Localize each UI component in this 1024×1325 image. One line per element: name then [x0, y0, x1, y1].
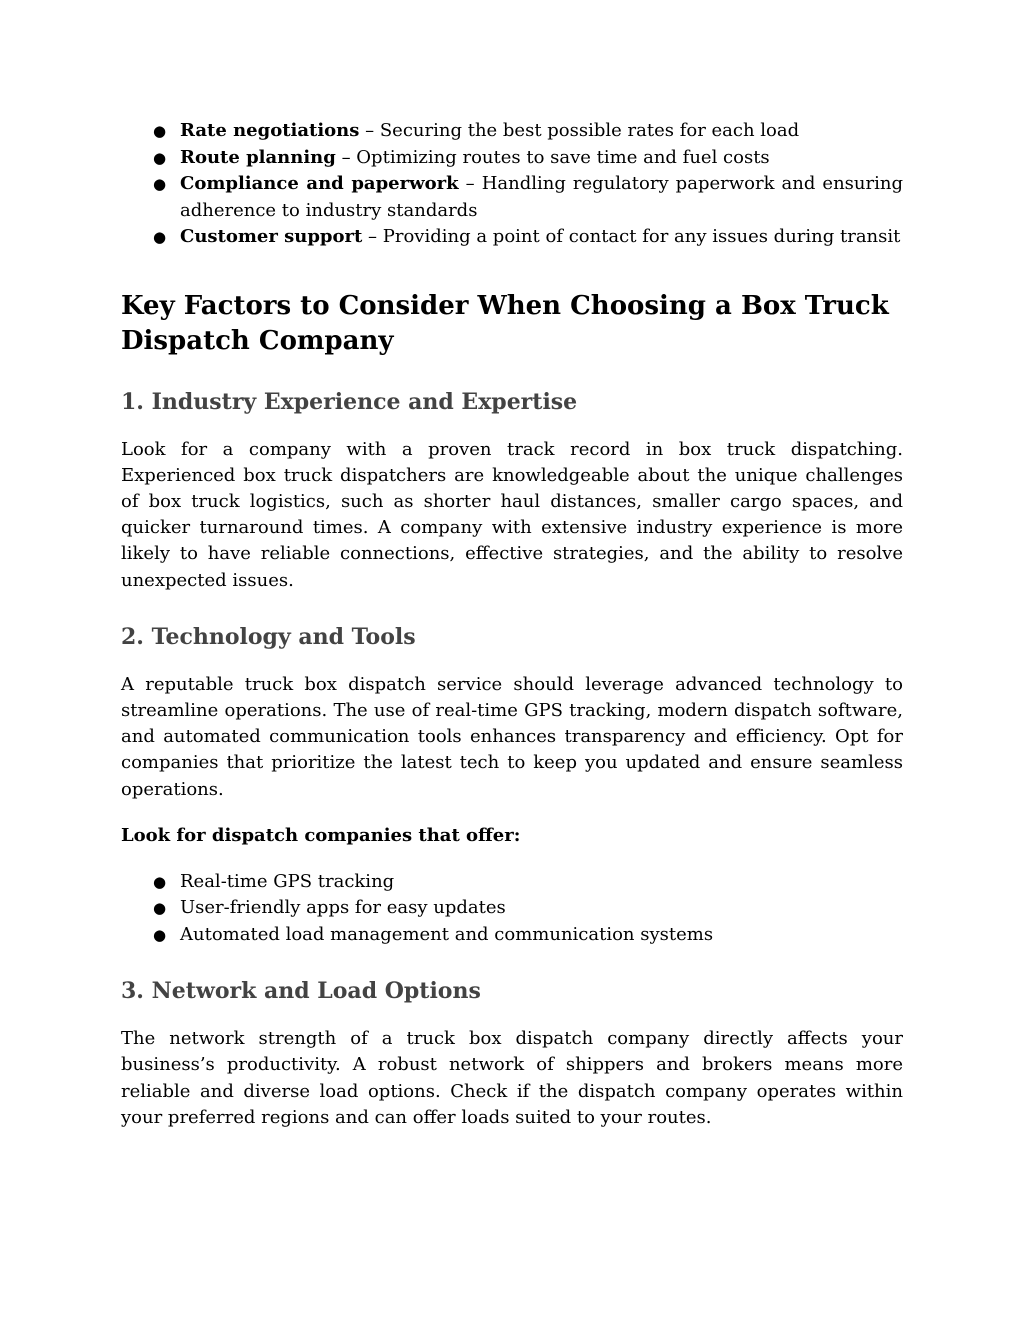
bullet-icon: ● — [153, 872, 167, 891]
bullet-icon: ● — [153, 228, 167, 246]
section-body-technology: A reputable truck box dispatch service should leverage advanced technology to streamline operations. The use of real-time GPS tracking, modern dispatch software, and automated communication tools enhances transparency and efficiency. Opt for companies that prioritize the latest tech to keep you updated and ensure seamless operations. — [121, 673, 903, 800]
list-item-term: Customer support — [180, 226, 363, 247]
list-item — [121, 171, 903, 224]
main-heading: Key Factors to Consider When Choosing a Box Truck Dispatch Company — [121, 290, 889, 356]
list-item-text: – Handling regulatory paperwork and ensuring adherence to industry standards — [180, 173, 903, 221]
section-body-network: The network strength of a truck box dispatch company directly affects your business’s productivity. A robust network of shippers and brokers means more reliable and diverse load options. Check if the dispatch company operates within your preferred regions and can offer loads suited to your routes. — [121, 1028, 903, 1128]
bullet-icon: ● — [153, 175, 167, 193]
document-page — [121, 118, 903, 1131]
list-item-text: – Securing the best possible rates for each load — [359, 120, 800, 141]
list-item — [121, 145, 903, 172]
bullet-icon: ● — [153, 925, 167, 944]
section-heading-network: 3. Network and Load Options — [121, 978, 481, 1005]
services-list — [121, 118, 903, 251]
list-item — [121, 224, 903, 251]
list-item-text: User-friendly apps for easy updates — [180, 897, 506, 919]
list-item-term: Rate negotiations — [180, 120, 360, 141]
list-item-text: Real-time GPS tracking — [180, 870, 395, 892]
list-item-term: Route planning — [180, 146, 336, 168]
list-item-text: – Providing a point of contact for any issues during transit — [362, 226, 901, 247]
features-list — [121, 869, 903, 949]
list-item — [121, 922, 903, 949]
list-item-text: – Optimizing routes to save time and fuel costs — [335, 146, 770, 168]
features-lead: Look for dispatch companies that offer: — [121, 824, 521, 846]
section-heading-technology: 2. Technology and Tools — [121, 623, 416, 650]
section-body-experience: Look for a company with a proven track record in box truck dispatching. Experienced box truck dispatchers are knowledgeable about the unique challenges of box truck logistics, such as shorter haul distances, smaller cargo spaces, and quicker turnaround times. A company with extensive industry experience is more likely to have reliable connections, effective strategies, and the ability to resolve unexpected issues. — [121, 438, 903, 591]
list-item-text: Automated load management and communication systems — [180, 923, 714, 945]
bullet-icon: ● — [153, 148, 167, 167]
bullet-icon: ● — [153, 122, 167, 140]
list-item — [121, 118, 903, 145]
section-heading-experience: 1. Industry Experience and Expertise — [121, 388, 578, 415]
list-item — [121, 895, 903, 922]
list-item-term: Compliance and paperwork — [180, 173, 459, 194]
bullet-icon: ● — [153, 899, 167, 918]
list-item — [121, 869, 903, 896]
